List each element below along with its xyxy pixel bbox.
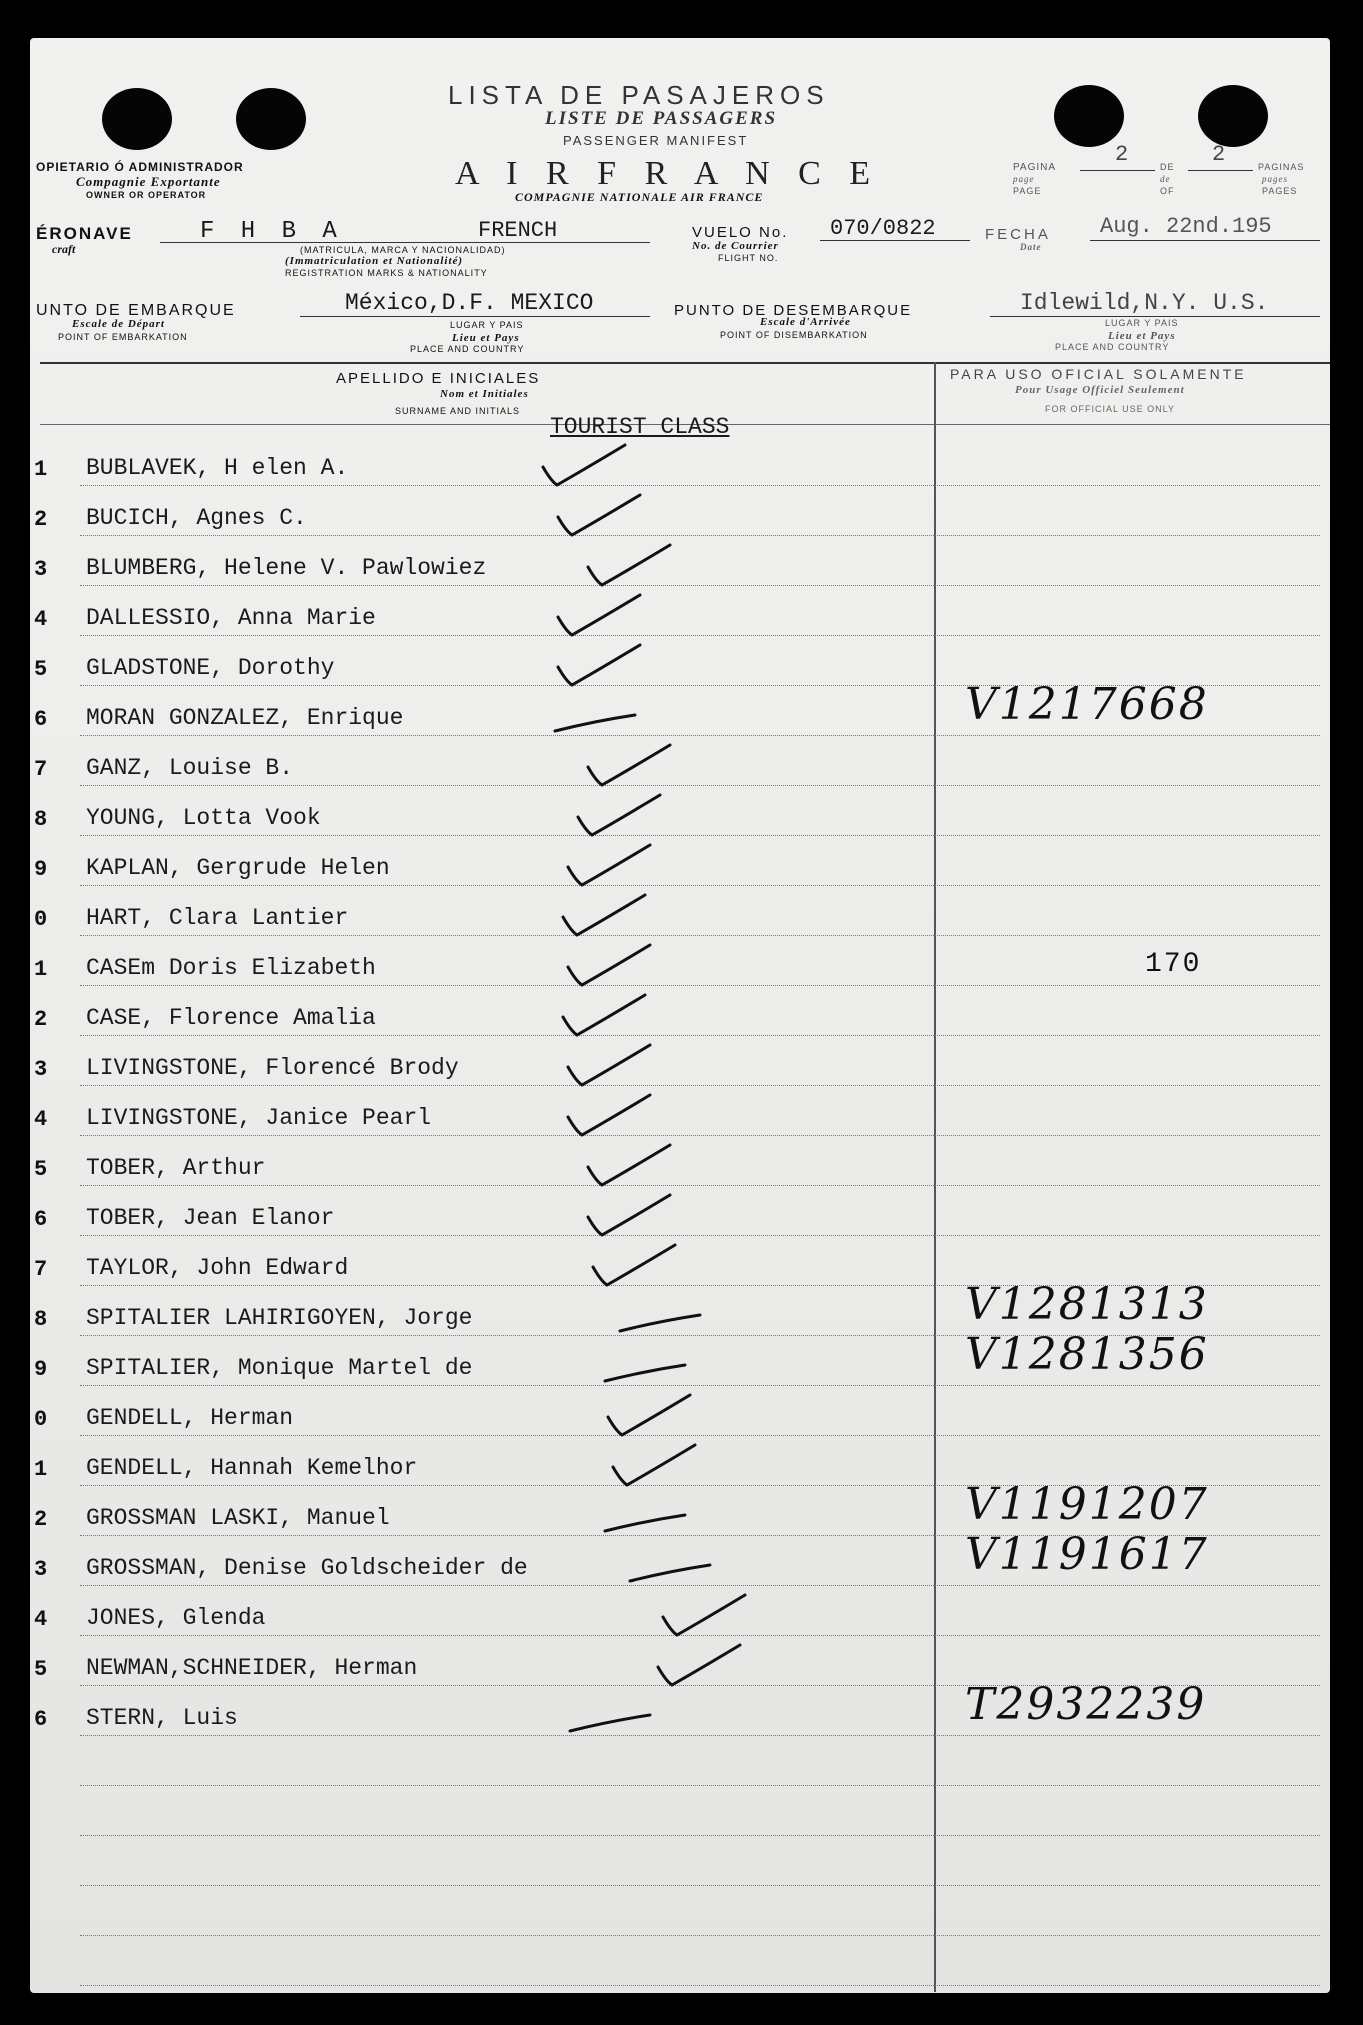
- flight-label: VUELO No.: [692, 224, 789, 241]
- check-mark: [608, 1395, 690, 1435]
- check-mark: [568, 1095, 650, 1135]
- passenger-name: BLUMBERG, Helene V. Pawlowiez: [86, 555, 487, 581]
- col-official-es: PARA USO OFICIAL SOLAMENTE: [950, 366, 1247, 382]
- aircraft-label: ÉRONAVE: [36, 224, 133, 243]
- airline-name: A I R F R A N C E: [455, 155, 881, 192]
- official-entry: T2932239: [965, 1679, 1207, 1730]
- page-total: 2: [1212, 142, 1226, 167]
- check-mark: [558, 645, 640, 685]
- dash-mark: [555, 715, 635, 731]
- row-number: 0: [34, 1407, 48, 1432]
- passenger-name: BUCICH, Agnes C.: [86, 505, 307, 531]
- official-entry: 170: [1145, 949, 1202, 980]
- check-mark: [658, 1645, 740, 1685]
- embark-place: México,D.F. MEXICO: [345, 290, 594, 316]
- row-number: 8: [34, 807, 48, 832]
- check-mark: [588, 1195, 670, 1235]
- passenger-name: GROSSMAN LASKI, Manuel: [86, 1505, 390, 1531]
- check-mark: [663, 1595, 745, 1635]
- row-number: 8: [34, 1307, 48, 1332]
- flight-label-en: FLIGHT NO.: [718, 253, 779, 263]
- aircraft-note-2: (Immatriculation et Nationalité): [285, 255, 464, 267]
- check-mark: [568, 1045, 650, 1085]
- of-label-fr: de: [1160, 174, 1171, 184]
- passenger-name: STERN, Luis: [86, 1705, 238, 1731]
- embark-label-en: POINT OF EMBARKATION: [58, 332, 188, 342]
- row-number: 5: [34, 657, 48, 682]
- row-number: 4: [34, 1107, 48, 1132]
- passenger-name: YOUNG, Lotta Vook: [86, 805, 321, 831]
- row-number: 7: [34, 757, 48, 782]
- embark-place-en: PLACE AND COUNTRY: [410, 344, 525, 354]
- date-label-fr: Date: [1020, 242, 1042, 252]
- aircraft-note-1: (MATRICULA, MARCA Y NACIONALIDAD): [300, 245, 506, 255]
- passenger-name: MORAN GONZALEZ, Enrique: [86, 705, 404, 731]
- row-number: 6: [34, 707, 48, 732]
- disembark-place-en: PLACE AND COUNTRY: [1055, 342, 1170, 352]
- passenger-name: KAPLAN, Gergrude Helen: [86, 855, 390, 881]
- official-entry: V1191207: [965, 1479, 1209, 1530]
- class-label: TOURIST CLASS: [550, 414, 730, 440]
- col-name-es: APELLIDO E INICIALES: [336, 370, 541, 387]
- disembark-label: PUNTO DE DESEMBARQUE: [674, 302, 913, 319]
- row-number: 2: [34, 1007, 48, 1032]
- check-mark: [588, 745, 670, 785]
- passenger-name: DALLESSIO, Anna Marie: [86, 605, 376, 631]
- passenger-name: CASE, Florence Amalia: [86, 1005, 376, 1031]
- title-spanish: LISTA DE PASAJEROS: [448, 80, 830, 110]
- row-number: 1: [34, 457, 48, 482]
- row-number: 1: [34, 957, 48, 982]
- check-mark: [563, 895, 645, 935]
- passenger-name: TAYLOR, John Edward: [86, 1255, 349, 1281]
- check-mark: [568, 845, 650, 885]
- disembark-place-fr: Lieu et Pays: [1108, 330, 1176, 342]
- passenger-name: SPITALIER, Monique Martel de: [86, 1355, 473, 1381]
- passenger-name: CASEm Doris Elizabeth: [86, 955, 376, 981]
- check-mark: [588, 545, 670, 585]
- row-number: 9: [34, 1357, 48, 1382]
- title-french: LISTE DE PASSAGERS: [545, 108, 778, 129]
- check-mark: [543, 445, 625, 485]
- official-entry: V1217668: [965, 679, 1209, 730]
- check-mark: [613, 1445, 695, 1485]
- owner-label-fr: Compagnie Exportante: [76, 174, 221, 189]
- passenger-name: LIVINGSTONE, Florencé Brody: [86, 1055, 459, 1081]
- row-number: 9: [34, 857, 48, 882]
- official-entry: V1191617: [965, 1529, 1209, 1580]
- of-label-en: OF: [1160, 186, 1175, 196]
- disembark-label-en: POINT OF DISEMBARKATION: [720, 330, 868, 340]
- row-number: 5: [34, 1657, 48, 1682]
- dash-mark: [605, 1515, 685, 1531]
- row-number: 6: [34, 1707, 48, 1732]
- col-official-en: FOR OFFICIAL USE ONLY: [1045, 404, 1176, 414]
- aircraft-label-fr: craft: [52, 242, 76, 256]
- dash-mark: [605, 1365, 685, 1381]
- owner-label-en: OWNER OR OPERATOR: [86, 190, 207, 200]
- aircraft-registration: F H B A: [200, 218, 343, 245]
- check-mark: [578, 795, 660, 835]
- disembark-place: Idlewild,N.Y. U.S.: [1020, 290, 1269, 316]
- disembark-place-es: LUGAR Y PAIS: [1105, 318, 1179, 328]
- row-number: 6: [34, 1207, 48, 1232]
- check-mark: [558, 595, 640, 635]
- col-name-fr: Nom et Initiales: [440, 388, 529, 400]
- col-official-fr: Pour Usage Officiel Seulement: [1015, 384, 1185, 396]
- passenger-name: NEWMAN,SCHNEIDER, Herman: [86, 1655, 418, 1681]
- row-number: 2: [34, 1507, 48, 1532]
- disembark-label-fr: Escale d'Arrivée: [760, 316, 851, 328]
- pages-label-fr: pages: [1262, 174, 1288, 184]
- row-number: 7: [34, 1257, 48, 1282]
- aircraft-note-3: REGISTRATION MARKS & NATIONALITY: [285, 268, 488, 278]
- row-number: 4: [34, 607, 48, 632]
- official-entry: V1281313: [965, 1279, 1209, 1330]
- owner-label-es: OPIETARIO Ó ADMINISTRADOR: [36, 160, 244, 174]
- row-number: 4: [34, 1607, 48, 1632]
- row-number: 3: [34, 557, 48, 582]
- dash-mark: [630, 1565, 710, 1581]
- pages-label-es: PAGINAS: [1258, 162, 1305, 172]
- dash-mark: [620, 1315, 700, 1331]
- passenger-name: TOBER, Jean Elanor: [86, 1205, 335, 1231]
- check-mark: [568, 945, 650, 985]
- page-label-en: PAGE: [1013, 186, 1042, 196]
- page-number: 2: [1115, 142, 1129, 167]
- passenger-name: SPITALIER LAHIRIGOYEN, Jorge: [86, 1305, 473, 1331]
- passenger-name: GANZ, Louise B.: [86, 755, 294, 781]
- aircraft-nationality: FRENCH: [478, 218, 558, 243]
- row-number: 2: [34, 507, 48, 532]
- passenger-name: GLADSTONE, Dorothy: [86, 655, 335, 681]
- title-english: PASSENGER MANIFEST: [563, 133, 749, 148]
- row-number: 3: [34, 1057, 48, 1082]
- flight-label-fr: No. de Courrier: [692, 240, 779, 252]
- airline-subtitle: COMPAGNIE NATIONALE AIR FRANCE: [515, 190, 764, 204]
- passenger-name: GENDELL, Herman: [86, 1405, 294, 1431]
- passenger-name: GENDELL, Hannah Kemelhor: [86, 1455, 418, 1481]
- check-mark: [563, 995, 645, 1035]
- date-label: FECHA: [985, 226, 1051, 243]
- passenger-name: GROSSMAN, Denise Goldscheider de: [86, 1555, 528, 1581]
- flight-date: Aug. 22nd.195: [1100, 214, 1272, 239]
- dash-mark: [570, 1715, 650, 1731]
- check-mark: [588, 1145, 670, 1185]
- page-label-fr: page: [1013, 174, 1035, 184]
- row-number: 0: [34, 907, 48, 932]
- embark-place-es: LUGAR Y PAIS: [450, 320, 524, 330]
- passenger-name: BUBLAVEK, H elen A.: [86, 455, 349, 481]
- check-mark: [558, 495, 640, 535]
- embark-label-fr: Escale de Départ: [72, 318, 165, 330]
- row-number: 1: [34, 1457, 48, 1482]
- pages-label-en: PAGES: [1262, 186, 1298, 196]
- of-label-es: DE: [1160, 162, 1175, 172]
- row-number: 5: [34, 1157, 48, 1182]
- flight-number: 070/0822: [830, 216, 936, 241]
- passenger-name: HART, Clara Lantier: [86, 905, 349, 931]
- page-label-es: PAGINA: [1013, 162, 1057, 173]
- col-name-en: SURNAME AND INITIALS: [395, 406, 521, 416]
- check-mark: [593, 1245, 675, 1285]
- row-number: 3: [34, 1557, 48, 1582]
- passenger-name: TOBER, Arthur: [86, 1155, 266, 1181]
- embark-place-fr: Lieu et Pays: [452, 332, 520, 344]
- passenger-name: LIVINGSTONE, Janice Pearl: [86, 1105, 432, 1131]
- embark-label: UNTO DE EMBARQUE: [36, 302, 236, 319]
- passenger-name: JONES, Glenda: [86, 1605, 266, 1631]
- official-entry: V1281356: [965, 1329, 1209, 1380]
